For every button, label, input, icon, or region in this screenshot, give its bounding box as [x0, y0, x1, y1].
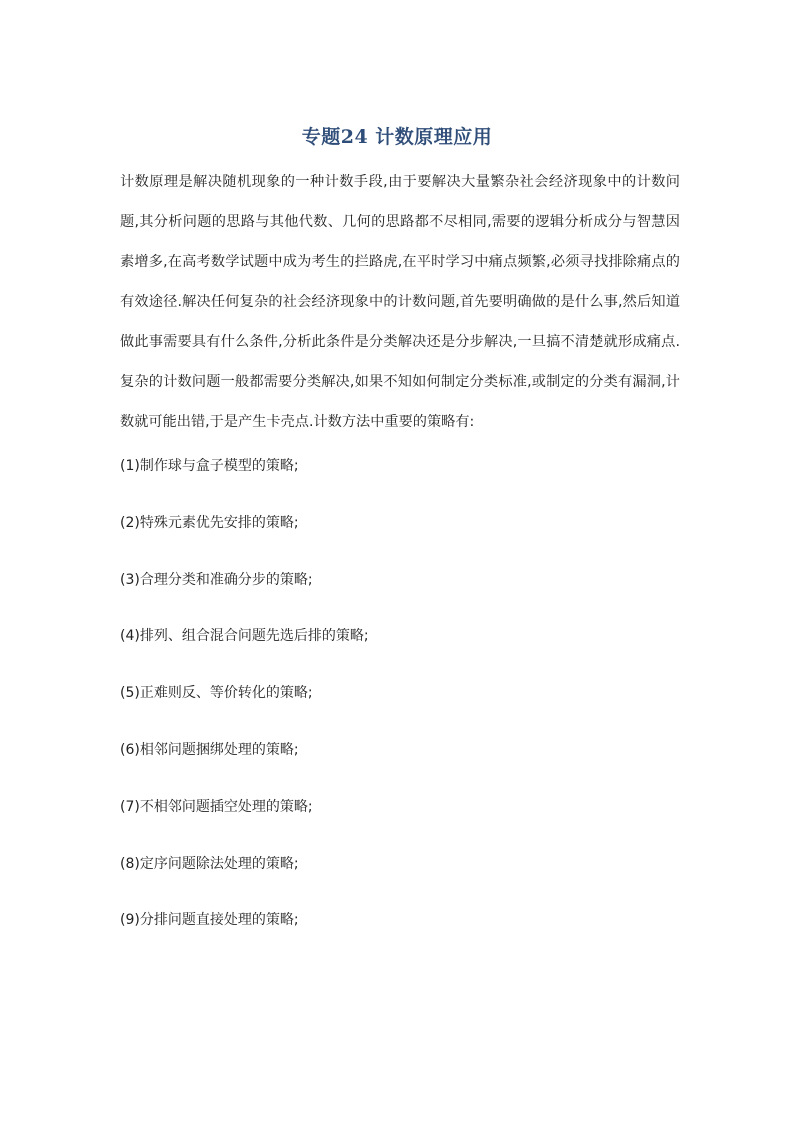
- strategy-item: (6)相邻问题捆绑处理的策略;: [120, 741, 299, 758]
- strategy-item: (5)正难则反、等价转化的策略;: [120, 685, 313, 702]
- strategy-item: (7)不相邻问题插空处理的策略;: [120, 798, 313, 815]
- strategy-item: (9)分排问题直接处理的策略;: [120, 912, 299, 929]
- strategy-item: (3)合理分类和准确分步的策略;: [120, 571, 313, 588]
- strategy-item: (8)定序问题除法处理的策略;: [120, 855, 299, 872]
- strategy-item: (1)制作球与盒子模型的策略;: [120, 458, 299, 474]
- strategy-list: [120, 454, 680, 965]
- intro-paragraph: 计数原理是解决随机现象的一种计数手段,由于要解决大量繁杂社会经济现象中的计数问题,其分析问题的思路与其他代数、几何的思路都不尽相同,需要的逻辑分析成分与智慧因素增多,在高考数学试题中成为考生的拦路虎,在平时学习中痛点频繁,必须寻找排除痛点的有效途径.解决任何复杂的社会经济现象中的计数问题,首先要明确做的是什么事,然后知道做此事需要具有什么条件,分析此条件是分类解决还是分步解决,一旦搞不清楚就形成痛点.复杂的计数问题一般都需要分类解决,如果不知如何制定分类标准,或制定的分类有漏洞,计数就可能出错,于是产生卡壳点.计数方法中重要的策略有:: [120, 174, 680, 430]
- document-body: [120, 162, 680, 965]
- strategy-item: (2)特殊元素优先安排的策略;: [120, 514, 299, 531]
- page-title: 专题24 计数原理应用: [301, 126, 493, 148]
- strategy-item: (4)排列、组合混合问题先选后排的策略;: [120, 628, 369, 645]
